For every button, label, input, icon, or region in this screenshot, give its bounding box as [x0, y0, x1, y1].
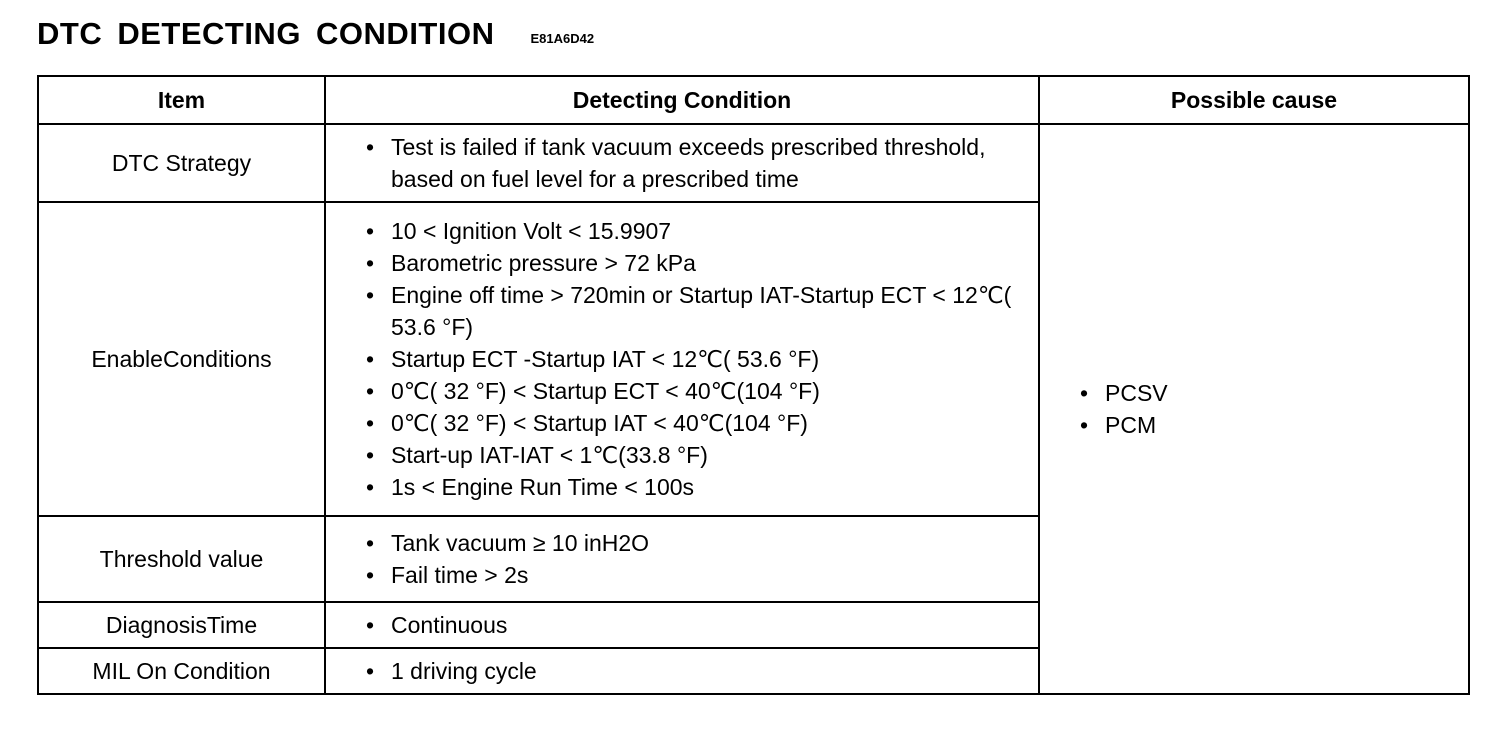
condition-item: • 0℃( 32 °F) < Startup IAT < 40℃(104 °F)	[366, 407, 1028, 439]
condition-item: • 1 driving cycle	[366, 655, 1028, 687]
condition-list	[366, 609, 1028, 641]
condition-item: • 0℃( 32 °F) < Startup ECT < 40℃(104 °F)	[366, 375, 1028, 407]
condition-item: • Start-up IAT-IAT < 1℃(33.8 °F)	[366, 439, 1028, 471]
dtc-condition-table	[37, 75, 1470, 695]
cause-item: • PCM	[1080, 409, 1468, 441]
condition-list	[366, 215, 1028, 503]
column-header-condition: Detecting Condition	[325, 76, 1039, 124]
condition-list	[366, 527, 1028, 591]
condition-item: • Engine off time > 720min or Startup IAT-Startup ECT < 12℃( 53.6 °F)	[366, 279, 1028, 343]
condition-cell	[325, 516, 1039, 602]
condition-cell	[325, 124, 1039, 202]
table-header-row	[38, 76, 1469, 124]
row-label: DTC Strategy	[38, 124, 325, 202]
cause-list	[1080, 377, 1468, 441]
document-code: E81A6D42	[530, 30, 595, 46]
row-label: DiagnosisTime	[38, 602, 325, 648]
condition-item: • Fail time > 2s	[366, 559, 1028, 591]
condition-list	[366, 655, 1028, 687]
row-label: MIL On Condition	[38, 648, 325, 694]
condition-cell	[325, 648, 1039, 694]
cause-item: • PCSV	[1080, 377, 1468, 409]
condition-item: • Barometric pressure > 72 kPa	[366, 247, 1028, 279]
column-header-cause: Possible cause	[1039, 76, 1469, 124]
condition-item: • Startup ECT -Startup IAT < 12℃( 53.6 °F)	[366, 343, 1028, 375]
condition-item: • 1s < Engine Run Time < 100s	[366, 471, 1028, 503]
row-label: EnableConditions	[38, 202, 325, 516]
table-row-dtc-strategy	[38, 124, 1469, 202]
condition-item: • Test is failed if tank vacuum exceeds prescribed threshold, based on fuel level for a prescribed time	[366, 131, 1028, 195]
document-header	[37, 14, 594, 54]
condition-item: • Tank vacuum ≥ 10 inH2O	[366, 527, 1028, 559]
possible-cause-cell	[1039, 124, 1469, 694]
condition-item: • 10 < Ignition Volt < 15.9907	[366, 215, 1028, 247]
condition-list	[366, 131, 1028, 195]
row-label: Threshold value	[38, 516, 325, 602]
column-header-item: Item	[38, 76, 325, 124]
condition-item: • Continuous	[366, 609, 1028, 641]
condition-cell	[325, 202, 1039, 516]
condition-cell	[325, 602, 1039, 648]
page-title: DTC DETECTING CONDITION	[37, 16, 495, 51]
